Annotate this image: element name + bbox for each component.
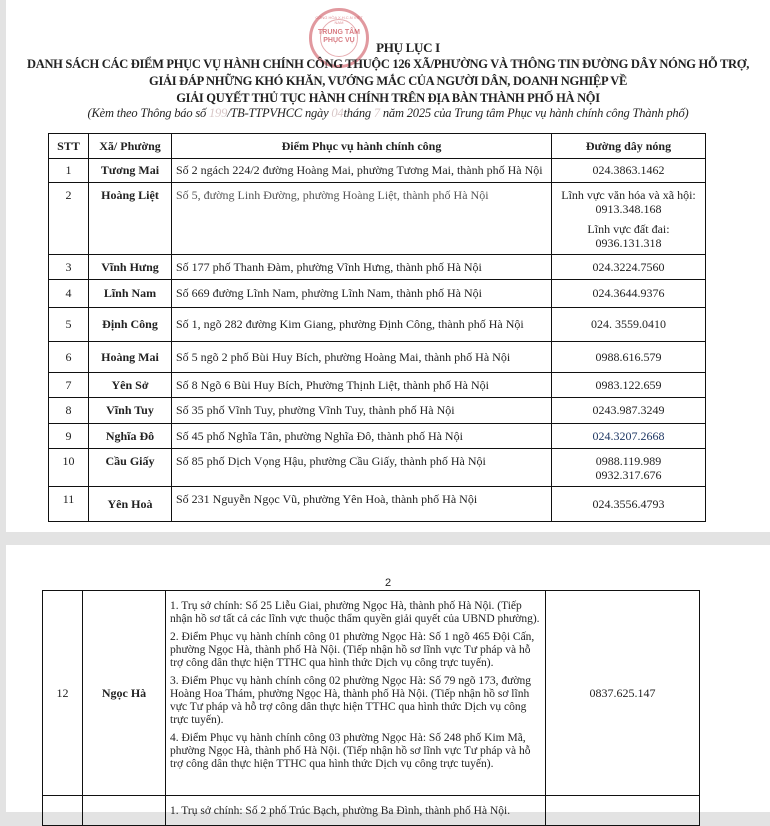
table-row xyxy=(49,449,706,487)
row-address: Số 177 phố Thanh Đàm, phường Vĩnh Hưng, thành phố Hà Nội xyxy=(172,255,552,280)
header-hotline: Đường dây nóng xyxy=(552,134,706,159)
table-row xyxy=(49,342,706,373)
row-ward: Định Công xyxy=(89,308,172,342)
row-address: Số 5, đường Linh Đường, phường Hoàng Liệt, thành phố Hà Nội xyxy=(172,183,552,255)
table-row xyxy=(49,280,706,308)
row-address: Số 1, ngõ 282 đường Kim Giang, phường Định Công, thành phố Hà Nội xyxy=(172,308,552,342)
document-title-line-3: GIẢI QUYẾT THỦ TỤC HÀNH CHÍNH TRÊN ĐỊA BÀN THÀNH PHỐ HÀ NỘI xyxy=(176,91,600,105)
hotline-label-culture: Lĩnh vực văn hóa và xã hội: xyxy=(561,188,696,202)
table-row xyxy=(49,373,706,398)
table-row xyxy=(49,255,706,280)
stamp-line-1: TRUNG TÂM xyxy=(318,29,360,36)
service-points-table-continued xyxy=(42,590,700,826)
row-ward: Nghĩa Đô xyxy=(89,424,172,449)
subtitle-day: 04 xyxy=(331,106,344,120)
row-hotline: 024.3644.9376 xyxy=(552,280,706,308)
stamp-line-2: PHỤC VỤ xyxy=(323,37,355,44)
hotline-label-land: Lĩnh vực đất đai: xyxy=(587,222,670,236)
row-hotline: 0988.616.579 xyxy=(552,342,706,373)
row-address: Số 35 phố Vĩnh Tuy, phường Vĩnh Tuy, thành phố Hà Nội xyxy=(172,398,552,424)
row-stt: 4 xyxy=(49,280,89,308)
row-stt: 5 xyxy=(49,308,89,342)
service-point-item: 2. Điểm Phục vụ hành chính công 01 phường Ngọc Hà: Số 1 ngõ 465 Đội Cấn, phường Ngọc Hà, thành phố Hà Nội. (Tiếp nhận hồ sơ lĩnh vực Tư pháp và hỗ trợ công dân thực hiện TTHC qua hình thức Dịch vụ công trực tuyến). xyxy=(170,631,535,669)
row-hotline: 024. 3559.0410 xyxy=(552,308,706,342)
row-stt: 10 xyxy=(49,449,89,487)
row-address: Số 5 ngõ 2 phố Bùi Huy Bích, phường Hoàng Mai, thành phố Hà Nội xyxy=(172,342,552,373)
table-row xyxy=(49,424,706,449)
row-ward: Ngọc Hà xyxy=(83,591,166,796)
row-address: Số 85 phố Dịch Vọng Hậu, phường Cầu Giấy, thành phố Hà Nội xyxy=(172,449,552,487)
row-hotline: 024.3863.1462 xyxy=(552,159,706,183)
row-address: Số 2 ngách 224/2 đường Hoàng Mai, phường Tương Mai, thành phố Hà Nội xyxy=(172,159,552,183)
row-address: Số 45 phố Nghĩa Tân, phường Nghĩa Đô, thành phố Hà Nội xyxy=(172,424,552,449)
service-points-table xyxy=(48,133,706,522)
table-row xyxy=(49,487,706,522)
service-point-item: 4. Điểm Phục vụ hành chính công 03 phường Ngọc Hà: Số 248 phố Kim Mã, phường Ngọc Hà, thành phố Hà Nội. (Tiếp nhận hồ sơ lĩnh vực Tư pháp và hỗ trợ công dân thực hiện TTHC qua hình thức Dịch vụ công trực tuyến). xyxy=(170,732,531,770)
row-hotline: 024.3556.4793 xyxy=(552,487,706,522)
row-hotline: 0983.122.659 xyxy=(552,373,706,398)
row-stt: 8 xyxy=(49,398,89,424)
row-ward: Vĩnh Tuy xyxy=(89,398,172,424)
table-row xyxy=(49,398,706,424)
row-address: Số 8 Ngõ 6 Bùi Huy Bích, Phường Thịnh Liệt, thành phố Hà Nội xyxy=(172,373,552,398)
row-address: Số 669 đường Lĩnh Nam, phường Lĩnh Nam, thành phố Hà Nội xyxy=(172,280,552,308)
table-row xyxy=(43,591,700,796)
table-header-row xyxy=(49,134,706,159)
row-stt xyxy=(43,796,83,826)
row-address xyxy=(166,796,546,826)
subtitle-suffix: năm 2025 của Trung tâm Phục vụ hành chính công Thành phố) xyxy=(379,106,689,120)
header-stt: STT xyxy=(49,134,89,159)
subtitle-month-word: tháng xyxy=(343,106,374,120)
row-ward xyxy=(83,796,166,826)
row-ward: Tương Mai xyxy=(89,159,172,183)
appendix-title: PHỤ LỤC I xyxy=(376,40,440,55)
hotline-number-1: 0988.119.989 xyxy=(595,454,662,468)
row-stt: 9 xyxy=(49,424,89,449)
row-stt: 11 xyxy=(49,487,89,522)
page-number: 2 xyxy=(384,577,392,589)
row-stt: 2 xyxy=(49,183,89,255)
row-hotline: 0837.625.147 xyxy=(546,591,700,796)
document-title-line-1: DANH SÁCH CÁC ĐIỂM PHỤC VỤ HÀNH CHÍNH CÔNG THUỘC 126 XÃ/PHƯỜNG VÀ THÔNG TIN ĐƯỜNG DÂY NÓNG HỖ TRỢ, xyxy=(26,57,750,71)
document-title-line-2: GIẢI ĐÁP NHỮNG KHÓ KHĂN, VƯỚNG MẮC CỦA NGƯỜI DÂN, DOANH NGHIỆP VỀ xyxy=(149,74,627,88)
hotline-number-culture: 0913.348.168 xyxy=(595,202,662,216)
header-address: Điểm Phục vụ hành chính công xyxy=(172,134,552,159)
document-page-1 xyxy=(6,0,770,532)
row-stt: 3 xyxy=(49,255,89,280)
row-ward: Yên Sở xyxy=(89,373,172,398)
row-hotline: 024.3224.7560 xyxy=(552,255,706,280)
row-stt: 6 xyxy=(49,342,89,373)
service-point-item: 3. Điểm Phục vụ hành chính công 02 phường Ngọc Hà: Số 79 ngõ 173, đường Hoàng Hoa Thám, phường Ngọc Hà, thành phố Hà Nội. (Tiếp nhận hồ sơ lĩnh vực Tư pháp và hỗ trợ công dân thực hiện TTHC qua hình thức Dịch vụ công trực tuyến). xyxy=(170,675,531,726)
row-address: Số 231 Nguyễn Ngọc Vũ, phường Yên Hoà, thành phố Hà Nội xyxy=(172,487,552,522)
row-ward: Vĩnh Hưng xyxy=(89,255,172,280)
row-hotline: 024.3207.2668 xyxy=(552,424,706,449)
subtitle-prefix: (Kèm theo Thông báo số xyxy=(87,106,209,120)
row-ward: Hoàng Liệt xyxy=(89,183,172,255)
row-hotline xyxy=(552,449,706,487)
row-ward: Cầu Giấy xyxy=(89,449,172,487)
subtitle-middle: /TB-TTPVHCC ngày xyxy=(227,106,332,120)
table-row xyxy=(49,183,706,255)
row-ward: Lĩnh Nam xyxy=(89,280,172,308)
subtitle-doc-number: 199 xyxy=(208,106,228,120)
row-hotline: 0243.987.3249 xyxy=(552,398,706,424)
row-hotline xyxy=(552,183,706,255)
service-point-item: 1. Trụ sở chính: Số 25 Liễu Giai, phường Ngọc Hà, thành phố Hà Nội. (Tiếp nhận hồ sơ tất cả các lĩnh vực thuộc thẩm quyền giải quyết của UBND phường). xyxy=(170,600,540,625)
row-address xyxy=(166,591,546,796)
header-ward: Xã/ Phường xyxy=(89,134,172,159)
service-point-item: 1. Trụ sở chính: Số 2 phố Trúc Bạch, phường Ba Đình, thành phố Hà Nội. xyxy=(170,805,511,817)
row-stt: 1 xyxy=(49,159,89,183)
table-row xyxy=(49,159,706,183)
table-row xyxy=(43,796,700,826)
row-ward: Yên Hoà xyxy=(89,487,172,522)
hotline-number-2: 0932.317.676 xyxy=(595,468,662,482)
document-subtitle xyxy=(6,106,770,121)
hotline-number-land: 0936.131.318 xyxy=(595,236,662,250)
subtitle-month: 7 xyxy=(373,106,380,120)
row-stt: 12 xyxy=(43,591,83,796)
table-row xyxy=(49,308,706,342)
stamp-ring-text: CỘNG HÒA X.H.C.N VIỆT NAM xyxy=(315,15,363,25)
row-stt: 7 xyxy=(49,373,89,398)
row-hotline xyxy=(546,796,700,826)
row-ward: Hoàng Mai xyxy=(89,342,172,373)
